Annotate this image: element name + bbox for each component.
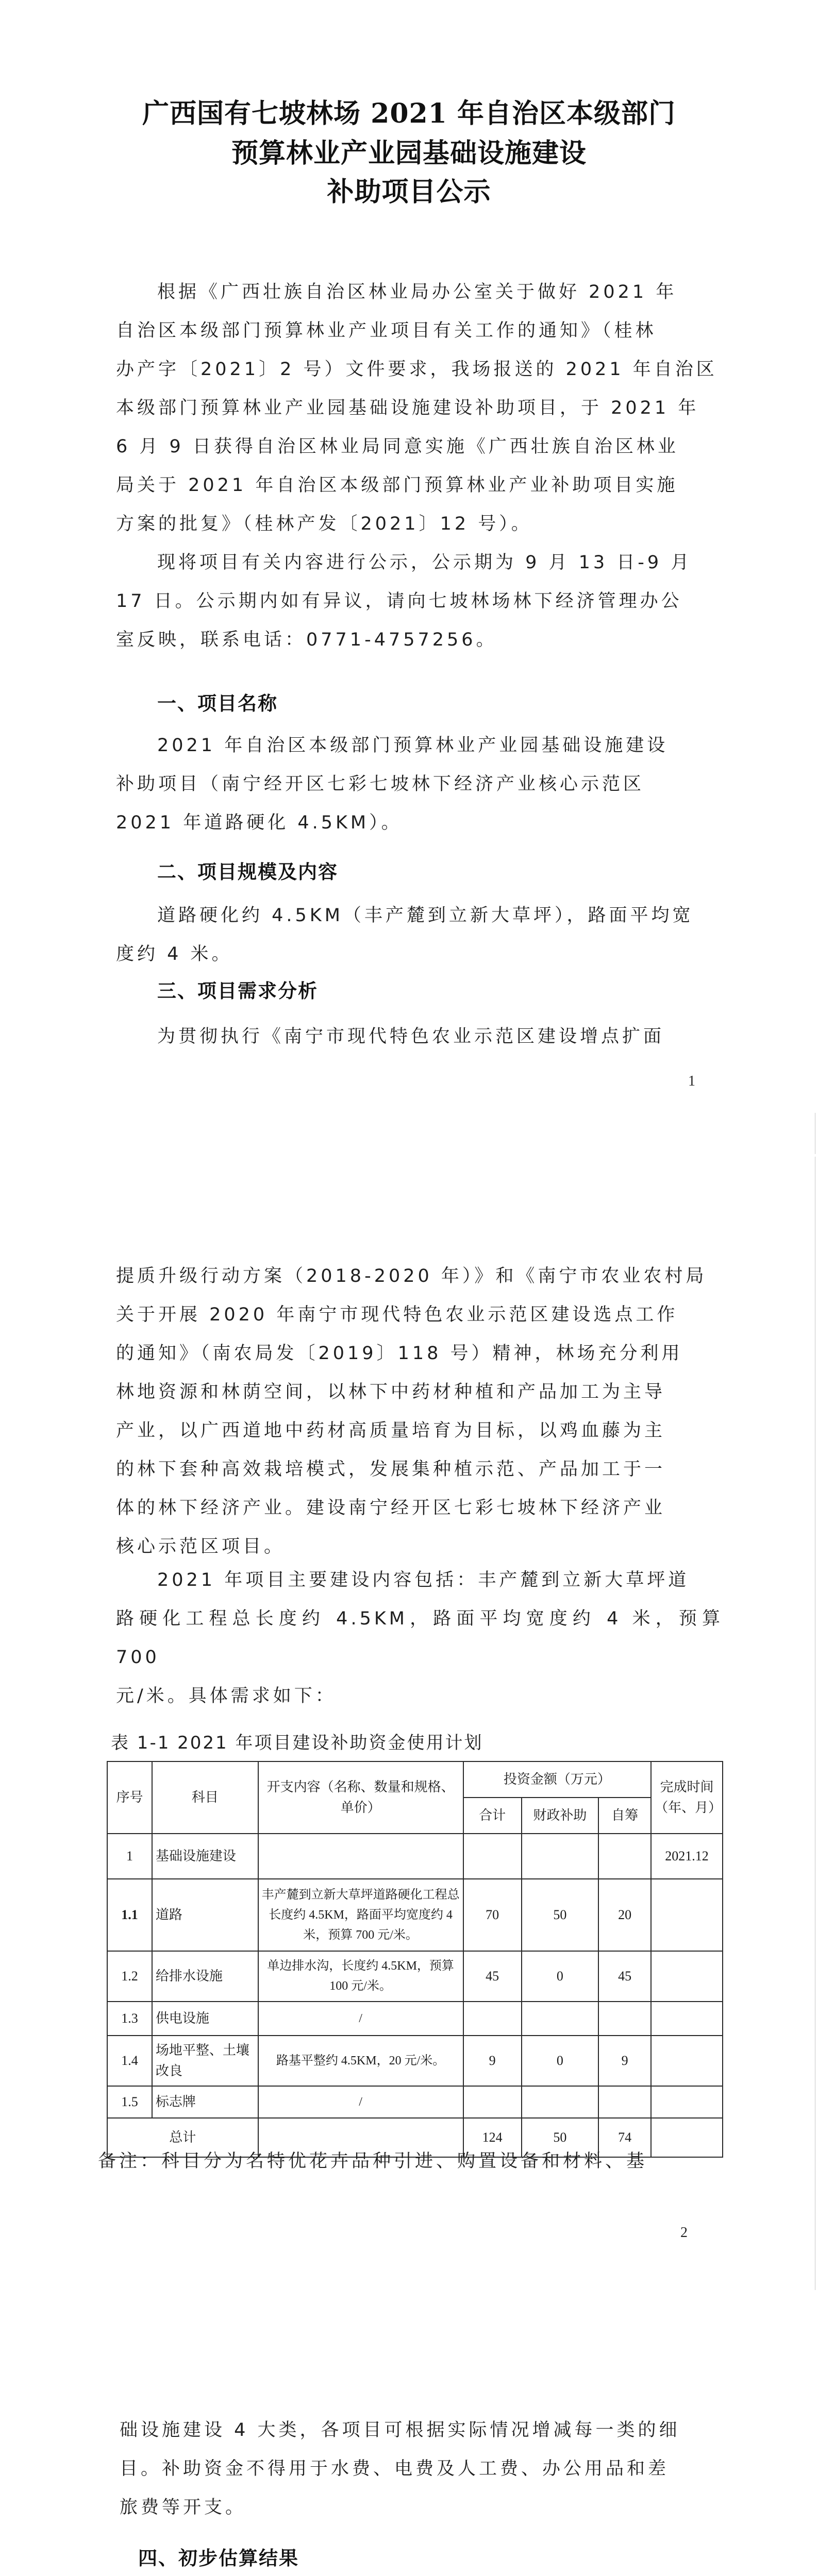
table-row (107, 1951, 723, 2002)
intro-paragraph (116, 273, 723, 544)
section1-paragraph (116, 726, 723, 842)
section3-first-paragraph (116, 1018, 723, 1056)
intro-line: 方案的批复》（桂林产发〔2021〕12 号）。 (116, 514, 532, 534)
header-investment: 投资金额（万元） (463, 1761, 651, 1798)
cell-fiscal (522, 2086, 599, 2118)
content-line: 2021 年项目主要建设内容包括：丰产麓到立新大草坪道 (157, 1570, 690, 1590)
cell-total (463, 1834, 522, 1879)
intro-line: 自治区本级部门预算林业产业项目有关工作的通知》（桂林 (116, 320, 657, 341)
page-number: 2 (680, 2225, 688, 2241)
header-self: 自筹 (598, 1798, 651, 1834)
document-title-line-2: 预算林业产业园基础设施建设 (231, 138, 587, 169)
cell-seq: 1.3 (107, 2002, 152, 2036)
remark-paragraph (98, 2142, 732, 2181)
table-row (107, 2002, 723, 2036)
content-line: 元/米。具体需求如下： (116, 1686, 337, 1706)
cell-content: 路基平整约 4.5KM，20 元/米。 (258, 2036, 463, 2086)
header-content: 开支内容（名称、数量和规格、单价） (258, 1761, 463, 1834)
section3-line: 林地资源和林荫空间，以林下中药材种植和产品加工为主导 (116, 1382, 666, 1402)
document-title-line-1: 广西国有七坡林场 2021 年自治区本级部门 (142, 98, 676, 129)
section2-line: 度约 4 米。 (116, 944, 233, 964)
cell-content: / (258, 2086, 463, 2118)
cell-completion (651, 2002, 723, 2036)
budget-table (107, 1761, 723, 2158)
cell-completion (651, 1879, 723, 1951)
notice-paragraph (116, 544, 723, 659)
section3-line: 核心示范区项目。 (116, 1536, 286, 1557)
cell-content: 单边排水沟，长度约 4.5KM，预算 100 元/米。 (258, 1951, 463, 2002)
section2-line: 道路硬化约 4.5KM（丰产麓到立新大草坪），路面平均宽 (157, 905, 694, 926)
section-heading-project-name: 一、项目名称 (157, 692, 278, 715)
section1-line: 2021 年道路硬化 4.5KM）。 (116, 812, 403, 833)
remark-paragraph-cont (120, 2411, 727, 2527)
section2-paragraph (116, 896, 723, 974)
cell-subject: 道路 (152, 1879, 258, 1951)
header-seq: 序号 (107, 1761, 152, 1834)
cell-total (463, 2086, 522, 2118)
section3-paragraph-cont (116, 1257, 723, 1566)
cell-subject: 标志牌 (152, 2086, 258, 2118)
notice-line: 17 日。公示期内如有异议，请向七坡林场林下经济管理办公 (116, 591, 682, 612)
header-total: 合计 (463, 1798, 522, 1834)
section-heading-estimate: 四、初步估算结果 (138, 2547, 299, 2569)
notice-line: 室反映，联系电话：0771-4757256。 (116, 630, 497, 650)
cell-total: 70 (463, 1879, 522, 1951)
document-title-line-3: 补助项目公示 (327, 176, 491, 208)
cell-fiscal: 0 (522, 1951, 599, 2002)
remark-line: 旅费等开支。 (120, 2497, 247, 2518)
section3-line: 提质升级行动方案（2018-2020 年）》和《南宁市农业农村局 (116, 1266, 707, 1286)
intro-line: 办产字〔2021〕2 号）文件要求，我场报送的 2021 年自治区 (116, 359, 717, 380)
section3-line: 体的林下经济产业。建设南宁经开区七彩七坡林下经济产业 (116, 1498, 666, 1518)
remark-line: 目。补助资金不得用于水费、电费及人工费、办公用品和差 (120, 2459, 670, 2479)
cell-fiscal (522, 1834, 599, 1879)
cell-completion: 2021.12 (651, 1834, 723, 1879)
table-row (107, 2036, 723, 2086)
cell-seq: 1.1 (107, 1879, 152, 1951)
cell-seq: 1 (107, 1834, 152, 1879)
intro-line: 根据《广西壮族自治区林业局办公室关于做好 2021 年 (157, 282, 677, 302)
cell-seq: 1.5 (107, 2086, 152, 2118)
section3-line: 的林下套种高效栽培模式，发展集种植示范、产品加工于一 (116, 1459, 666, 1480)
cell-self (598, 2086, 651, 2118)
cell-completion (651, 2086, 723, 2118)
cell-fiscal: 50 (522, 2118, 599, 2157)
cell-self: 20 (598, 1879, 651, 1951)
cell-total: 9 (463, 2036, 522, 2086)
table-row (107, 2086, 723, 2118)
cell-subject: 供电设施 (152, 2002, 258, 2036)
section3-line: 产业，以广西道地中药材高质量培育为目标，以鸡血藤为主 (116, 1420, 666, 1441)
table-row (107, 1834, 723, 1879)
cell-content (258, 1834, 463, 1879)
page-number: 1 (688, 1073, 695, 1089)
cell-completion (651, 1951, 723, 2002)
cell-seq: 1.2 (107, 1951, 152, 2002)
header-subject: 科目 (152, 1761, 258, 1834)
notice-line: 现将项目有关内容进行公示，公示期为 9 月 13 日-9 月 (157, 552, 692, 573)
content-paragraph (116, 1561, 723, 1716)
cell-total: 124 (463, 2118, 522, 2157)
intro-line: 6 月 9 日获得自治区林业局同意实施《广西壮族自治区林业 (116, 436, 679, 457)
cell-content: / (258, 2002, 463, 2036)
cell-subject: 场地平整、土壤改良 (152, 2036, 258, 2086)
content-line: 路硬化工程总长度约 4.5KM，路面平均宽度约 4 米，预算 700 (116, 1608, 723, 1668)
cell-total (463, 2002, 522, 2036)
cell-self: 45 (598, 1951, 651, 2002)
cell-seq: 1.4 (107, 2036, 152, 2086)
header-completion: 完成时间（年、月） (651, 1761, 723, 1834)
intro-line: 局关于 2021 年自治区本级部门预算林业产业补助项目实施 (116, 475, 678, 496)
section-heading-scale: 二、项目规模及内容 (157, 861, 338, 883)
cell-subject: 给排水设施 (152, 1951, 258, 2002)
cell-fiscal (522, 2002, 599, 2036)
intro-line: 本级部门预算林业产业园基础设施建设补助项目，于 2021 年 (116, 398, 699, 418)
remark-line: 备注：科目分为名特优花卉品种引进、购置设备和材料、基 (98, 2151, 648, 2172)
section3-line: 为贯彻执行《南宁市现代特色农业示范区建设增点扩面 (157, 1026, 665, 1047)
cell-subject: 基础设施建设 (152, 1834, 258, 1879)
cell-total-label: 总计 (107, 2118, 258, 2157)
cell-self (598, 1834, 651, 1879)
cell-total: 45 (463, 1951, 522, 2002)
section-heading-demand: 三、项目需求分析 (157, 980, 318, 1002)
section3-line: 关于开展 2020 年南宁市现代特色农业示范区建设选点工作 (116, 1304, 678, 1325)
remark-line: 础设施建设 4 大类，各项目可根据实际情况增减每一类的细 (120, 2420, 680, 2441)
cell-self (598, 2002, 651, 2036)
table-caption: 表 1-1 2021 年项目建设补助资金使用计划 (111, 1733, 483, 1753)
header-fiscal: 财政补助 (522, 1798, 599, 1834)
cell-self: 74 (598, 2118, 651, 2157)
section3-line: 的通知》（南农局发〔2019〕118 号）精神，林场充分利用 (116, 1343, 683, 1364)
section1-line: 补助项目（南宁经开区七彩七坡林下经济产业核心示范区 (116, 774, 645, 794)
section1-line: 2021 年自治区本级部门预算林业产业园基础设施建设 (157, 735, 669, 756)
cell-self: 9 (598, 2036, 651, 2086)
cell-fiscal: 50 (522, 1879, 599, 1951)
table-row (107, 1879, 723, 1951)
cell-content: 丰产麓到立新大草坪道路硬化工程总长度约 4.5KM，路面平均宽度约 4 米，预算 700 元/米。 (258, 1879, 463, 1951)
cell-completion (651, 2036, 723, 2086)
cell-fiscal: 0 (522, 2036, 599, 2086)
